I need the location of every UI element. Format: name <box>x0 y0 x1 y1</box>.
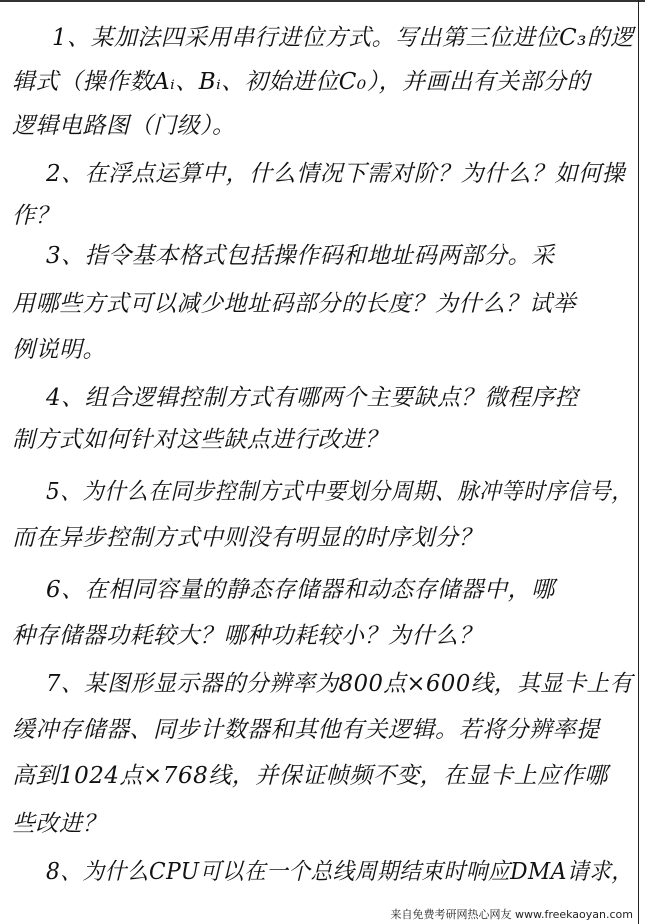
question-6-line-2: 种存储器功耗较大？哪种功耗较小？为什么？ <box>12 623 482 649</box>
question-7-line-2: 缓冲存储器、同步计数器和其他有关逻辑。若将分辨率提 <box>12 717 600 743</box>
question-3-line-3: 例说明。 <box>12 337 106 363</box>
question-5-line-1: 5、为什么在同步控制方式中要划分周期、脉冲等时序信号， <box>46 479 634 505</box>
right-margin-line <box>638 0 639 924</box>
question-2-line-1: 2、在浮点运算中，什么情况下需对阶？为什么？如何操 <box>46 161 626 187</box>
question-3-line-1: 3、指令基本格式包括操作码和地址码两部分。采 <box>46 243 555 269</box>
footer-watermark: 来自免费考研网热心网友 www.freekaoyan.com <box>390 908 633 921</box>
question-7-line-3: 高到1024点×768线，并保证帧频不变，在显卡上应作哪 <box>12 763 608 789</box>
question-5-line-2: 而在异步控制方式中则没有明显的时序划分？ <box>12 525 482 551</box>
question-7-line-4: 些改进？ <box>12 811 106 837</box>
top-border <box>0 0 645 2</box>
question-4-line-2: 制方式如何针对这些缺点进行改进？ <box>12 427 388 453</box>
question-4-line-1: 4、组合逻辑控制方式有哪两个主要缺点？微程序控 <box>46 385 579 411</box>
question-7-line-1: 7、某图形显示器的分辨率为800点×600线，其显卡上有 <box>46 671 633 697</box>
question-1-line-3: 逻辑电路图（门级）。 <box>12 113 236 139</box>
question-3-line-2: 用哪些方式可以减少地址码部分的长度？为什么？试举 <box>12 291 576 317</box>
question-6-line-1: 6、在相同容量的静态存储器和动态存储器中，哪 <box>46 577 555 603</box>
question-8-line-1: 8、为什么CPU可以在一个总线周期结束时响应DMA请求， <box>46 859 634 885</box>
question-1-line-2: 辑式（操作数Aᵢ、Bᵢ、初始进位C₀），并画出有关部分的 <box>12 69 591 95</box>
question-2-line-2: 作？ <box>12 203 59 229</box>
question-1-line-1: 1、某加法四采用串行进位方式。写出第三位进位C₃的逻 <box>52 25 634 51</box>
